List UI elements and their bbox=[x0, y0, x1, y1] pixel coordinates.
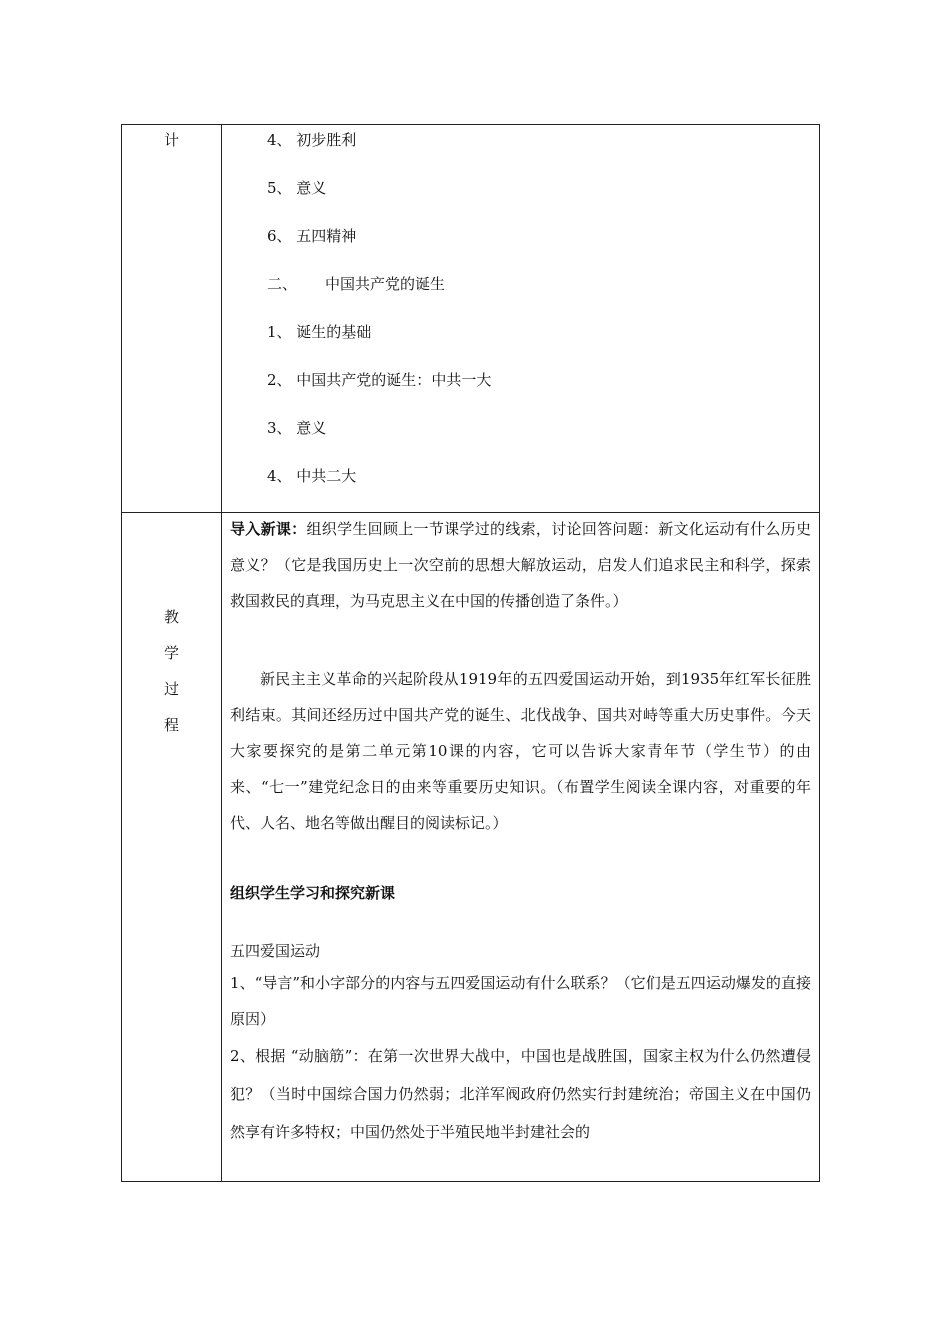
outline-item: 3、 意义 bbox=[267, 419, 327, 437]
process-cell bbox=[222, 513, 820, 1182]
section-heading: 组织学生学习和探究新课 bbox=[230, 884, 396, 902]
outline-item: 4、 初步胜利 bbox=[267, 131, 357, 149]
intro-paragraph bbox=[230, 511, 811, 619]
background-paragraph: 新民主主义革命的兴起阶段从1919年的五四爱国运动开始，到1935年红军长征胜利结束。其间还经历过中国共产党的诞生、北伐战争、国共对峙等重大历史事件。今天大家要探究的是第二单元第10课的内容，它可以告诉大家青年节（学生节）的由来、“七一”建党纪念日的由来等重要历史知识。（布置学生阅读全课内容，对重要的年代、人名、地名等做出醒目的阅读标记。） bbox=[230, 670, 811, 832]
row-label-cell bbox=[122, 513, 222, 1182]
question-2: 2、根据 “动脑筋”：在第一次世界大战中，中国也是战胜国，国家主权为什么仍然遭侵犯？（当时中国综合国力仍然弱；北洋军阀政府仍然实行封建统治；帝国主义在中国仍然享有许多特权；中国仍然处于半殖民地半封建社会的 bbox=[230, 1047, 811, 1141]
sub-title: 五四爱国运动 bbox=[230, 942, 321, 960]
table-row bbox=[122, 513, 820, 1182]
outline-item: 2、 中国共产党的诞生：中共一大 bbox=[267, 371, 492, 389]
outline-cell bbox=[222, 125, 820, 513]
label-char: 学 bbox=[163, 644, 179, 662]
label-char: 过 bbox=[163, 680, 179, 698]
intro-text: 组织学生回顾上一节课学过的线索，讨论回答问题：新文化运动有什么历史意义？（它是我国历史上一次空前的思想大解放运动，启发人们追求民主和科学，探索救国救民的真理，为马克思主义在中国的传播创造了条件。） bbox=[230, 520, 811, 610]
question-1: 1、“导言”和小字部分的内容与五四爱国运动有什么联系？（它们是五四运动爆发的直接原因） bbox=[230, 974, 811, 1028]
intro-heading: 导入新课： bbox=[230, 520, 307, 538]
lesson-plan-table bbox=[121, 124, 820, 1182]
row-label: 计 bbox=[163, 131, 179, 149]
section-title: 中国共产党的诞生 bbox=[325, 275, 446, 293]
outline-item: 5、 意义 bbox=[267, 179, 327, 197]
row-label-cell bbox=[122, 125, 222, 513]
table-row bbox=[122, 125, 820, 513]
outline-item: 1、 诞生的基础 bbox=[267, 323, 372, 341]
outline-item: 4、 中共二大 bbox=[267, 467, 357, 485]
label-char: 程 bbox=[163, 716, 179, 734]
label-char: 教 bbox=[163, 608, 179, 626]
outline-item: 6、 五四精神 bbox=[267, 227, 357, 245]
section-number: 二、 bbox=[267, 275, 298, 293]
outline-section bbox=[267, 273, 445, 294]
vertical-label bbox=[122, 599, 221, 743]
